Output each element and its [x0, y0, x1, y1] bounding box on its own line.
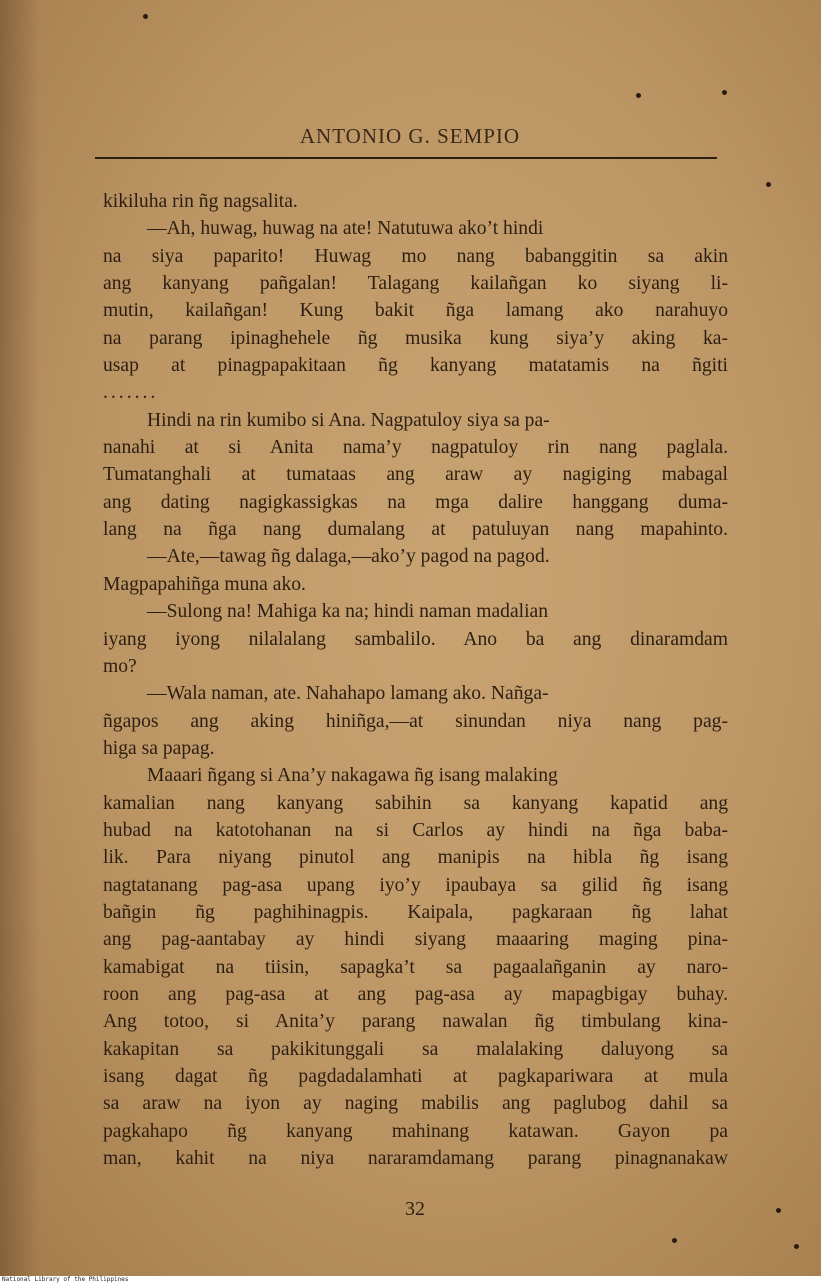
text-line: kamalian nang kanyang sabihin sa kanyang kapatid ang	[103, 792, 728, 814]
text-line: Magpapahiñga muna ako.	[103, 573, 306, 595]
scan-speck	[776, 1208, 781, 1213]
text-line: sa araw na iyon ay naging mabilis ang paglubog dahil sa	[103, 1093, 728, 1115]
text-line: ang dating nagigkassigkas na mga dalire hanggang duma-	[103, 491, 728, 513]
text-line: man, kahit na niya nararamdamang parang pinagnanakaw	[103, 1148, 728, 1170]
text-line: Tumatanghali at tumataas ang araw ay nagiging mabagal	[103, 464, 728, 486]
text-line: higa sa papag.	[103, 737, 215, 759]
text-line: pagkahapo ñg kanyang mahinang katawan. Gayon pa	[103, 1120, 728, 1142]
text-line: roon ang pag-asa at ang pag-asa ay mapagbigay buhay.	[103, 983, 728, 1005]
text-line: iyang iyong nilalalang sambalilo. Ano ba ang dinaramdam	[103, 628, 728, 650]
header-rule	[95, 157, 717, 159]
scan-speck	[722, 90, 727, 95]
text-line: isang dagat ñg pagdadalamhati at pagkapariwara at mula	[103, 1066, 728, 1087]
text-line: Maaari ñgang si Ana’y nakagawa ñg isang malaking	[147, 765, 558, 787]
text-line: bañgin ñg paghihinagpis. Kaipala, pagkaraan ñg lahat	[103, 901, 728, 923]
text-line: Hindi na rin kumibo si Ana. Nagpatuloy siya sa pa-	[147, 409, 550, 431]
body-text	[103, 188, 728, 1172]
text-line: mutin, kailañgan! Kung bakit ñga lamang ako narahuyo	[103, 300, 728, 322]
text-line: mo?	[103, 655, 137, 677]
page-shadow	[0, 0, 40, 1276]
text-line: nanahi at si Anita nama’y nagpatuloy rin nang paglala.	[103, 437, 728, 459]
text-line: lang na ñga nang dumalang at patuluyan nang mapahinto.	[103, 519, 728, 541]
text-line: na siya paparito! Huwag mo nang babanggitin sa akin	[103, 245, 728, 267]
scan-speck	[636, 93, 641, 98]
text-line: Ang totoo, si Anita’y parang nawalan ñg timbulang kina-	[103, 1011, 728, 1033]
text-line: kakapitan sa pakikitunggali sa malalaking daluyong sa	[103, 1038, 728, 1060]
page-number: 32	[405, 1198, 425, 1220]
text-line: ang pag-aantabay ay hindi siyang maaaring maging pina-	[103, 929, 728, 951]
scan-speck	[143, 14, 148, 19]
text-line: ang kanyang pañgalan! Talagang kailañgan ko siyang li-	[103, 273, 728, 295]
text-line: usap at pinagpapakitaan ñg kanyang matatamis na ñgiti	[103, 355, 728, 377]
library-credit: National Library of the Philippines	[2, 1276, 129, 1283]
running-header: ANTONIO G. SEMPIO	[299, 124, 521, 148]
text-line: —Ah, huwag, huwag na ate! Natutuwa ako’t hindi	[147, 218, 544, 240]
text-line: hubad na katotohanan na si Carlos ay hindi na ñga baba-	[103, 819, 728, 841]
scan-speck	[672, 1238, 677, 1243]
text-line: —Wala naman, ate. Nahahapo lamang ako. Nañga-	[147, 683, 549, 705]
scan-speck	[794, 1244, 799, 1249]
text-line: kamabigat na tiisin, sapagka’t sa pagaalañganin ay naro-	[103, 956, 728, 978]
text-line: —Ate,—tawag ñg dalaga,—ako’y pagod na pagod.	[147, 546, 550, 568]
text-line: lik. Para niyang pinutol ang manipis na hibla ñg isang	[103, 847, 728, 869]
text-line: —Sulong na! Mahiga ka na; hindi naman madalian	[147, 601, 549, 623]
text-line: nagtatanang pag-asa upang iyo’y ipaubaya sa gilid ñg isang	[103, 874, 728, 896]
scan-speck	[766, 182, 771, 187]
text-line: na parang ipinaghehele ñg musika kung siya’y aking ka-	[103, 327, 728, 349]
text-line: kikiluha rin ñg nagsalita.	[103, 191, 298, 212]
text-line: ñgapos ang aking hiniñga,—at sinundan niya nang pag-	[103, 710, 728, 732]
text-line: .......	[103, 382, 159, 404]
